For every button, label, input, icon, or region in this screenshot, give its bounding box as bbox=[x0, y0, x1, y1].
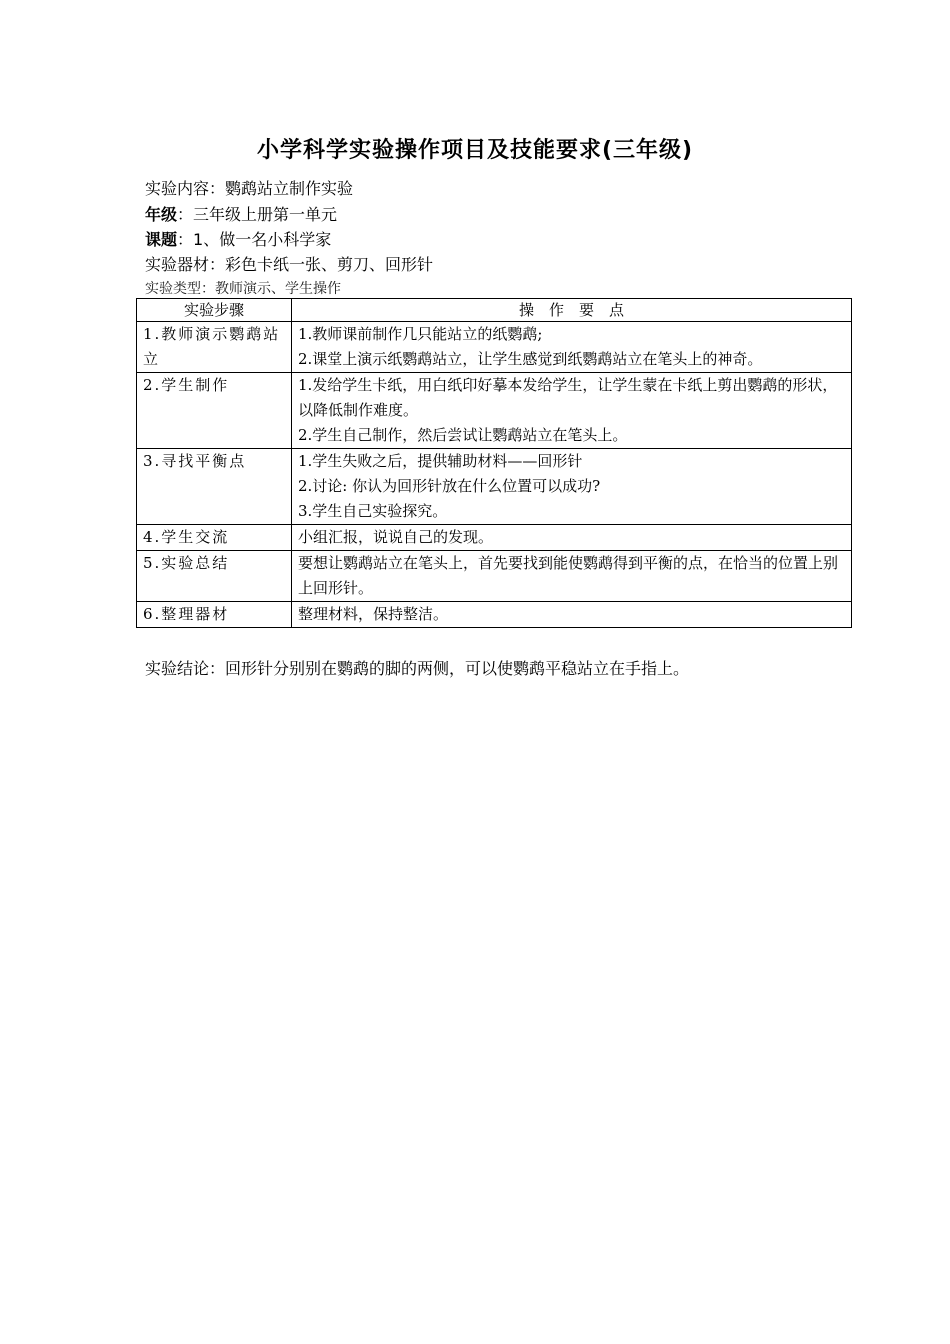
points-cell bbox=[292, 373, 852, 449]
step-cell: 2.学生制作 bbox=[137, 373, 292, 449]
experiment-type: 实验类型：教师演示、学生操作 bbox=[145, 281, 341, 297]
point-item: 2.学生自己制作，然后尝试让鹦鹉站立在笔头上。 bbox=[298, 426, 628, 444]
points-cell bbox=[292, 322, 852, 373]
table-row bbox=[137, 551, 852, 602]
points-cell bbox=[292, 551, 852, 602]
experiment-materials: 实验器材：彩色卡纸一张、剪刀、回形针 bbox=[145, 255, 434, 274]
point-item: 小组汇报，说说自己的发现。 bbox=[298, 528, 494, 546]
lesson-label: 课题 bbox=[145, 230, 178, 249]
header-step: 实验步骤 bbox=[137, 299, 292, 322]
table-row bbox=[137, 602, 852, 628]
step-cell: 6.整理器材 bbox=[137, 602, 292, 628]
points-cell bbox=[292, 602, 852, 628]
step-cell: 4.学生交流 bbox=[137, 525, 292, 551]
point-item: 1.发给学生卡纸，用白纸印好摹本发给学生，让学生蒙在卡纸上剪出鹦鹉的形状，以降低制作难度。 bbox=[298, 376, 838, 419]
point-item: 1.教师课前制作几只能站立的纸鹦鹉; bbox=[298, 325, 543, 343]
grade-value: ：三年级上册第一单元 bbox=[177, 205, 338, 224]
table-row bbox=[137, 449, 852, 525]
step-cell: 5.实验总结 bbox=[137, 551, 292, 602]
lesson-line bbox=[145, 227, 331, 250]
table-row bbox=[137, 322, 852, 373]
points-cell bbox=[292, 449, 852, 525]
steps-body bbox=[137, 322, 852, 628]
table-row bbox=[137, 525, 852, 551]
point-item: 3.学生自己实验探究。 bbox=[298, 502, 448, 520]
points-cell bbox=[292, 525, 852, 551]
grade-line bbox=[145, 202, 337, 225]
header-points: 操 作 要 点 bbox=[292, 299, 852, 322]
point-item: 要想让鹦鹉站立在笔头上，首先要找到能使鹦鹉得到平衡的点，在恰当的位置上别上回形针。 bbox=[298, 554, 839, 597]
page-title: 小学科学实验操作项目及技能要求(三年级) bbox=[256, 138, 694, 163]
step-cell: 3.寻找平衡点 bbox=[137, 449, 292, 525]
experiment-conclusion: 实验结论：回形针分别别在鹦鹉的脚的两侧，可以使鹦鹉平稳站立在手指上。 bbox=[145, 659, 690, 678]
grade-label: 年级 bbox=[145, 205, 178, 224]
steps-table bbox=[136, 298, 852, 628]
point-item: 1.学生失败之后，提供辅助材料——回形针 bbox=[298, 452, 583, 470]
table-row bbox=[137, 373, 852, 449]
point-item: 整理材料，保持整洁。 bbox=[298, 605, 449, 623]
point-item: 2.讨论: 你认为回形针放在什么位置可以成功? bbox=[298, 477, 601, 495]
point-item: 2.课堂上演示纸鹦鹉站立，让学生感觉到纸鹦鹉站立在笔头上的神奇。 bbox=[298, 350, 763, 368]
table-header-row bbox=[137, 299, 852, 322]
experiment-content: 实验内容：鹦鹉站立制作实验 bbox=[145, 179, 354, 198]
lesson-value: ：1、做一名小科学家 bbox=[177, 230, 332, 249]
step-cell: 1.教师演示鹦鹉站立 bbox=[137, 322, 292, 373]
